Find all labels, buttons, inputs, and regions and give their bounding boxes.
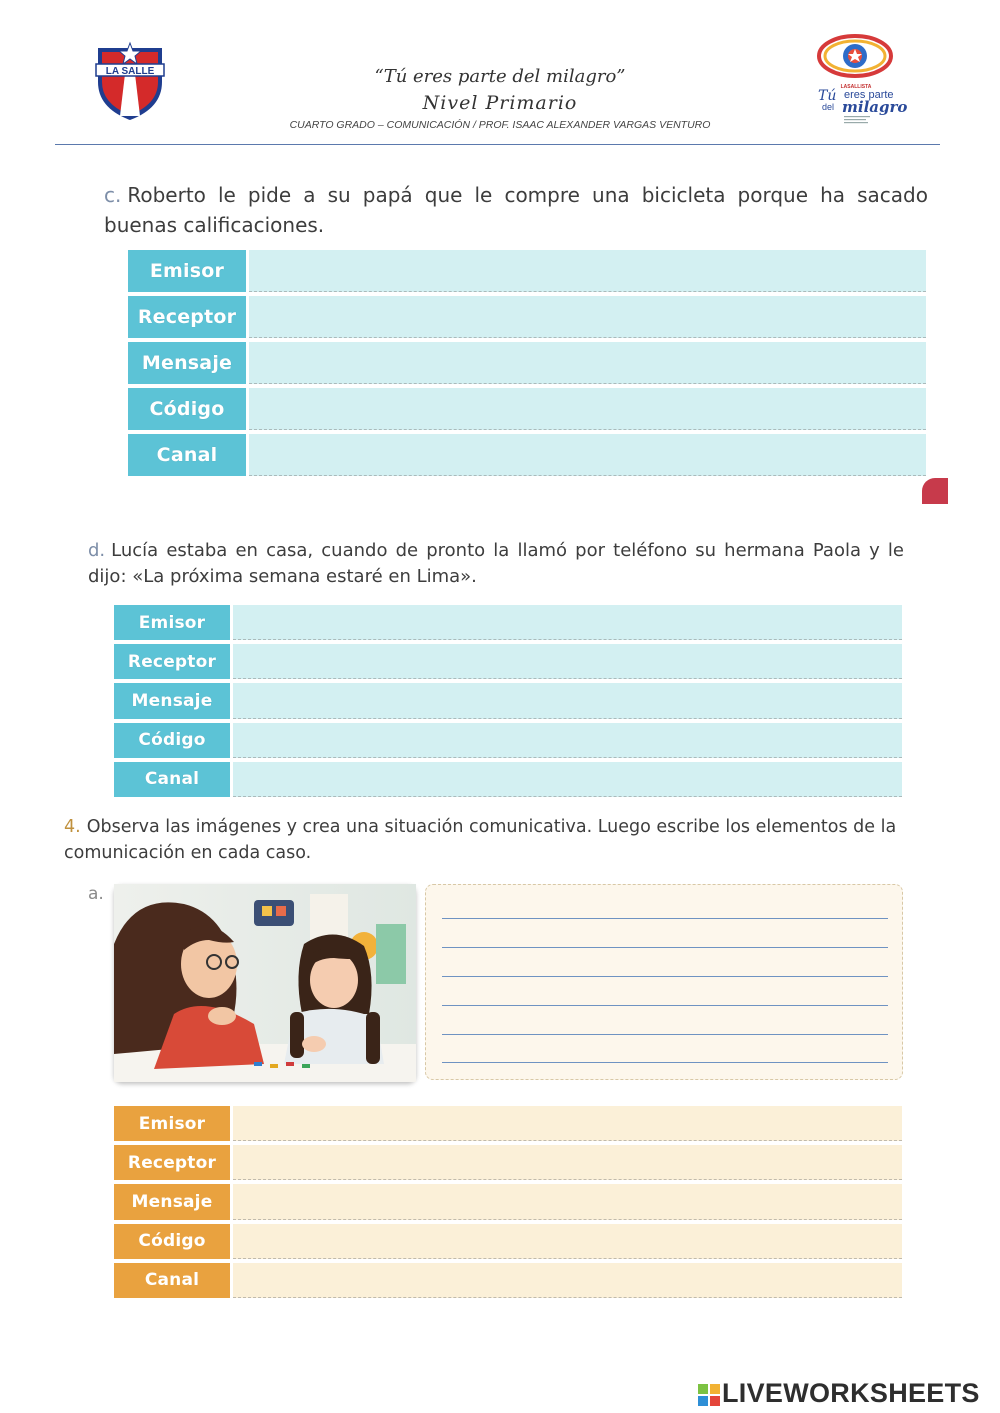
communication-table-a [114,1104,902,1300]
writing-line[interactable] [442,1034,888,1035]
logo-right-tu: Tú [818,88,837,104]
table-row [128,248,926,294]
logo-right-eres: eres parte [844,89,894,101]
row-label-receptor: Receptor [114,644,230,679]
row-label-emisor: Emisor [128,250,246,292]
row-label-canal: Canal [114,762,230,797]
row-label-mensaje: Mensaje [128,342,246,384]
writing-line[interactable] [442,918,888,919]
answer-field[interactable] [249,388,926,430]
header-rule [55,144,940,145]
writing-line[interactable] [442,976,888,977]
table-row [114,1143,902,1182]
row-label-canal: Canal [128,434,246,476]
question-4-label: 4. [64,817,81,837]
answer-field[interactable] [249,342,926,384]
row-label-mensaje: Mensaje [114,683,230,718]
logo-right-del: del [822,102,835,112]
liveworksheets-icon [698,1384,720,1406]
level-title: Nivel Primario [422,92,578,114]
logo-left-text: LA SALLE [105,66,155,77]
question-c-label: c. [104,183,122,207]
mother-daughter-drawing-photo [114,884,416,1082]
row-label-codigo: Código [114,723,230,758]
table-row [114,760,902,799]
table-row [114,1104,902,1143]
answer-field[interactable] [233,605,902,640]
writing-lines-box[interactable] [425,884,903,1080]
tu-eres-parte-del-milagro-logo [812,32,908,128]
answer-field[interactable] [233,723,902,758]
writing-line[interactable] [442,947,888,948]
answer-field[interactable] [233,1184,902,1219]
answer-field[interactable] [233,1224,902,1259]
table-row [114,603,902,642]
row-label-codigo: Código [128,388,246,430]
question-4-text: Observa las imágenes y crea una situación comunicativa. Luego escribe los elementos de la comunicación en cada caso. [64,817,897,863]
logo-right-milagro: milagro [842,98,908,116]
answer-field[interactable] [233,1263,902,1298]
answer-field[interactable] [249,250,926,292]
question-4 [64,814,904,866]
table-row [114,681,902,720]
table-row [114,721,902,760]
question-c-text: Roberto le pide a su papá que le compre una bicicleta porque ha sacado buenas calificaciones. [104,183,928,237]
answer-field[interactable] [249,434,926,476]
answer-field[interactable] [233,1145,902,1180]
question-d-text: Lucía estaba en casa, cuando de pronto la llamó por teléfono su hermana Paola y le dijo: «La próxima semana estaré en Lima». [88,540,904,587]
question-c [104,180,928,240]
liveworksheets-brand: LIVEWORKSHEETS [722,1378,980,1408]
row-label-canal: Canal [114,1263,230,1298]
communication-table-d [114,603,902,799]
answer-field[interactable] [233,762,902,797]
page-corner-tab [922,478,948,504]
row-label-emisor: Emisor [114,605,230,640]
writing-line[interactable] [442,1005,888,1006]
table-row [128,340,926,386]
table-row [114,1261,902,1300]
motto: “Tú eres parte del milagro” [374,66,626,87]
writing-line[interactable] [442,1062,888,1063]
answer-field[interactable] [233,1106,902,1141]
communication-table-c [128,248,926,478]
question-d-label: d. [88,540,106,561]
answer-field[interactable] [233,644,902,679]
table-row [114,642,902,681]
table-row [128,386,926,432]
answer-field[interactable] [249,296,926,338]
course-subtitle: CUARTO GRADO – COMUNICACIÓN / PROF. ISAAC ALEXANDER VARGAS VENTURO [289,119,711,131]
table-row [128,294,926,340]
item-a-label: a. [88,884,104,904]
logo-right-top: LASALLISTA [840,84,872,90]
row-label-mensaje: Mensaje [114,1184,230,1219]
table-row [114,1222,902,1261]
table-row [128,432,926,478]
table-row [114,1182,902,1221]
answer-field[interactable] [233,683,902,718]
row-label-receptor: Receptor [128,296,246,338]
row-label-receptor: Receptor [114,1145,230,1180]
row-label-codigo: Código [114,1224,230,1259]
question-d [88,538,904,590]
row-label-emisor: Emisor [114,1106,230,1141]
